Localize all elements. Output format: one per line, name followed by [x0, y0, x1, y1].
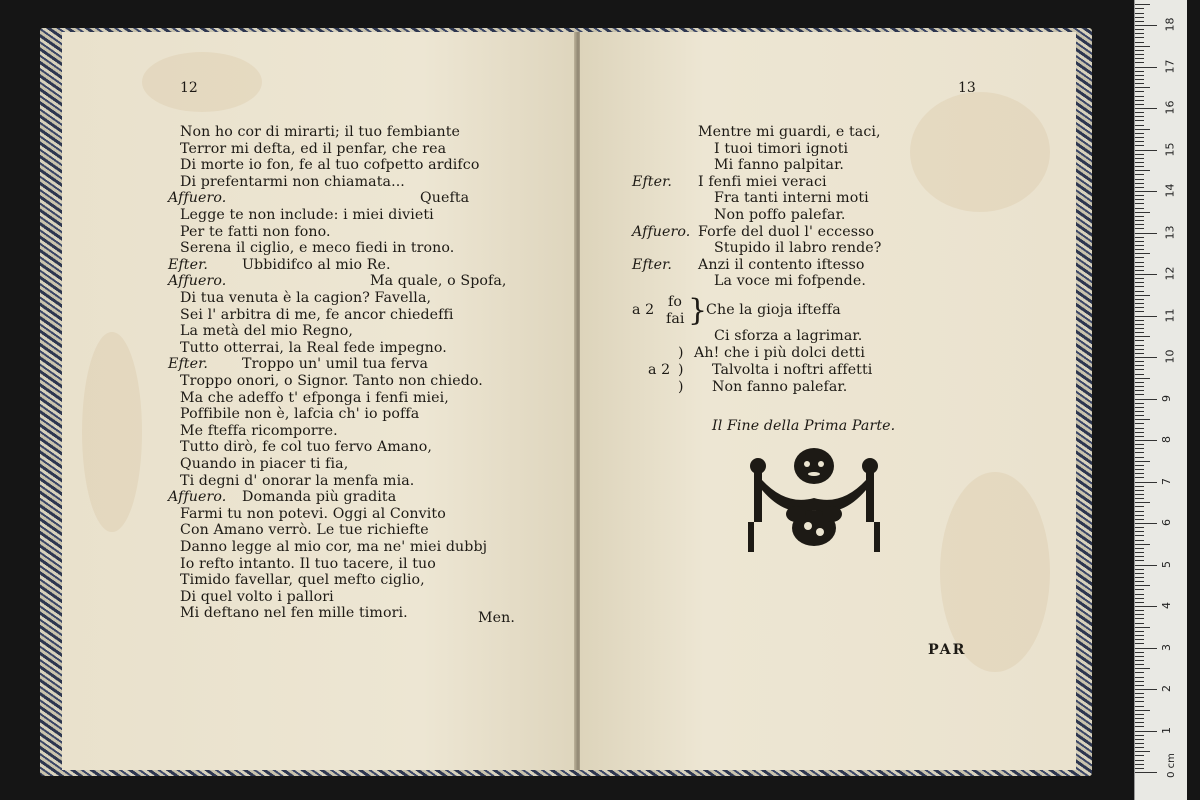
ruler-tick — [1135, 179, 1144, 180]
ruler-number: 6 — [1160, 519, 1173, 526]
ruler-tick — [1135, 552, 1144, 553]
ruler-tick — [1135, 150, 1157, 151]
ruler-tick — [1135, 307, 1144, 308]
ruler-tick — [1135, 33, 1144, 34]
left-page-number: 12 — [180, 80, 198, 96]
ruler-tick — [1135, 743, 1144, 744]
ruler-tick — [1135, 515, 1144, 516]
ruler-tick — [1135, 129, 1150, 130]
ruler-tick — [1135, 419, 1150, 420]
ruler-tick — [1135, 672, 1144, 673]
left-text-line: Non ho cor di mirarti; il tuo fembiante — [180, 124, 461, 140]
ruler-tick — [1135, 668, 1150, 669]
ruler-tick — [1135, 108, 1157, 109]
ruler-tick — [1135, 652, 1144, 653]
ruler-tick — [1135, 577, 1144, 578]
ruler-tick — [1135, 320, 1144, 321]
end-of-part-text: Il Fine della Prima Parte. — [712, 418, 896, 434]
ruler-tick — [1135, 125, 1144, 126]
ruler-tick — [1135, 361, 1144, 362]
ruler-number: 9 — [1160, 394, 1173, 402]
ruler-tick — [1135, 531, 1144, 532]
left-text-line: Quando in piacer ti fia, — [180, 456, 349, 472]
ruler-tick — [1135, 594, 1144, 595]
ruler-tick — [1135, 91, 1144, 92]
left-text-line: Ti degni d' onorar la menfa mia. — [180, 472, 415, 489]
ruler-tick — [1135, 440, 1157, 441]
ruler-tick — [1135, 340, 1144, 341]
left-text-line: Troppo onori, o Signor. Tanto non chiedo. — [180, 373, 483, 389]
ruler-tick — [1135, 116, 1144, 117]
ruler-tick — [1135, 614, 1144, 615]
ruler-tick — [1135, 722, 1144, 723]
ruler-tick — [1135, 96, 1144, 97]
left-catchword: Men. — [478, 610, 515, 626]
ruler-tick — [1135, 353, 1144, 354]
ruler-tick — [1135, 233, 1157, 234]
ruler-tick — [1135, 286, 1144, 287]
ruler-tick — [1135, 556, 1144, 557]
ruler-tick — [1135, 731, 1157, 732]
ruler-tick — [1135, 602, 1144, 603]
left-text-speaker: Efter. — [168, 356, 209, 373]
left-text-line: Danno legge al mio cor, ma ne' miei dubbj — [180, 539, 488, 555]
ruler-tick — [1135, 141, 1144, 142]
ruler-tick — [1135, 523, 1157, 524]
ruler-tick — [1135, 42, 1144, 43]
ruler-tick — [1135, 681, 1144, 682]
right-text-line: I fenfi miei veraci — [698, 173, 827, 190]
ruler-tick — [1135, 170, 1150, 171]
left-text-line: Ubbidifco al mio Re. — [242, 256, 391, 273]
ruler-tick — [1135, 282, 1144, 283]
left-text-line: Serena il ciglio, e meco fiedi in trono. — [180, 240, 455, 257]
ruler-tick — [1135, 760, 1144, 761]
ruler-tick — [1135, 473, 1144, 474]
ruler-tick — [1135, 490, 1144, 491]
ruler-tick — [1135, 390, 1144, 391]
left-text-speaker: Affuero. — [168, 190, 227, 207]
ruler-tick — [1135, 403, 1144, 404]
duet-2-line-1: Ah! che i più dolci detti — [694, 345, 865, 361]
ruler-tick — [1135, 394, 1144, 395]
ruler-tick — [1135, 664, 1144, 665]
right-text-line: Anzi il contento iftesso — [698, 256, 865, 273]
ruler-tick — [1135, 369, 1144, 370]
ruler-tick — [1135, 17, 1144, 18]
ruler-tick — [1135, 618, 1144, 619]
left-text-line: Timido favellar, quel mefto ciglio, — [180, 572, 425, 589]
ruler-tick — [1135, 274, 1157, 275]
ruler-tick — [1135, 548, 1144, 549]
right-text-line: La voce mi fofpende. — [714, 273, 866, 290]
ruler-tick — [1135, 303, 1144, 304]
ruler-tick — [1135, 166, 1144, 167]
ruler-tick — [1135, 399, 1157, 400]
ruler-tick — [1135, 573, 1144, 574]
measurement-ruler — [1134, 0, 1187, 800]
left-page — [62, 32, 578, 770]
ruler-tick — [1135, 295, 1150, 296]
left-text-line: Tutto otterrai, la Real fede impegno. — [180, 339, 447, 356]
ruler-tick — [1135, 253, 1150, 254]
right-text-speaker: Efter. — [632, 173, 673, 190]
ruler-tick — [1135, 336, 1150, 337]
left-text-line: Farmi tu non potevi. Oggi al Convito — [180, 505, 446, 522]
ruler-tick — [1135, 8, 1144, 9]
ruler-tick — [1135, 58, 1144, 59]
ruler-tick — [1135, 589, 1144, 590]
right-text-line: Non poffo palefar. — [714, 207, 846, 223]
duet-1-brace: } — [688, 293, 708, 328]
ruler-tick — [1135, 208, 1144, 209]
ruler-tick — [1135, 755, 1144, 756]
ruler-tick — [1135, 291, 1144, 292]
ruler-tick — [1135, 448, 1144, 449]
ruler-tick — [1135, 324, 1144, 325]
ruler-number: 8 — [1160, 436, 1173, 443]
right-text-line: I tuoi timori ignoti — [714, 140, 849, 157]
ruler-tick — [1135, 511, 1144, 512]
ruler-tick — [1135, 477, 1144, 478]
right-text-line: Forfe del duol l' eccesso — [698, 223, 875, 240]
right-page — [580, 32, 1076, 770]
ruler-tick — [1135, 299, 1144, 300]
ruler-tick — [1135, 714, 1144, 715]
ruler-tick — [1135, 432, 1144, 433]
ruler-tick — [1135, 411, 1144, 412]
ruler-tick — [1135, 444, 1144, 445]
ruler-tick — [1135, 328, 1144, 329]
ruler-tick — [1135, 162, 1144, 163]
duet-1-text: Che la gioja ifteffa — [706, 302, 841, 318]
left-text-line: Poffibile non è, lafcia ch' io poffa — [180, 406, 420, 423]
ruler-number: 2 — [1160, 685, 1173, 692]
right-text-speaker: Efter. — [632, 256, 673, 273]
left-text-line: Per te fatti non fono. — [180, 223, 331, 240]
ruler-tick — [1135, 544, 1150, 545]
left-text-speaker: Affuero. — [168, 489, 227, 506]
ruler-tick — [1135, 71, 1144, 72]
ruler-number: 17 — [1163, 59, 1177, 73]
left-text-line: Ma che adeffo t' efponga i fenfi miei, — [180, 389, 449, 406]
ruler-tick — [1135, 436, 1144, 437]
ruler-tick — [1135, 54, 1144, 55]
ruler-tick — [1135, 158, 1144, 159]
ruler-tick — [1135, 540, 1144, 541]
ruler-number: 12 — [1163, 266, 1177, 281]
ruler-tick — [1135, 697, 1144, 698]
ruler-tick — [1135, 62, 1144, 63]
duet-1-voice-1: fo — [668, 294, 682, 310]
right-text-line: Stupido il labro rende? — [714, 240, 882, 257]
ruler-tick — [1135, 751, 1150, 752]
ruler-number: 10 — [1163, 349, 1177, 364]
ruler-tick — [1135, 183, 1144, 184]
left-text-line: Quefta — [420, 190, 470, 207]
ruler-number: 7 — [1160, 477, 1173, 485]
ruler-tick — [1135, 212, 1150, 213]
ruler-tick — [1135, 631, 1144, 632]
ruler-tick — [1135, 606, 1157, 607]
ruler-tick — [1135, 374, 1144, 375]
ruler-tick — [1135, 764, 1144, 765]
ruler-tick — [1135, 382, 1144, 383]
ruler-tick — [1135, 220, 1144, 221]
ruler-number: 16 — [1163, 100, 1177, 115]
left-text-line: Ma quale, o Spofa, — [370, 273, 507, 290]
ruler-tick — [1135, 627, 1150, 628]
ruler-tick — [1135, 145, 1144, 146]
ruler-number: 3 — [1160, 643, 1173, 651]
woodcut-ornament — [746, 446, 882, 554]
ruler-tick — [1135, 13, 1144, 14]
ruler-tick — [1135, 46, 1150, 47]
ruler-tick — [1135, 270, 1144, 271]
right-text-line: Mi fanno palpitar. — [714, 157, 844, 174]
left-text-line: Me fteffa ricomporre. — [180, 422, 338, 439]
duet-2-brace-2: ) — [678, 362, 684, 378]
ruler-tick — [1135, 67, 1157, 68]
ruler-tick — [1135, 565, 1157, 566]
ruler-tick — [1135, 378, 1150, 379]
ruler-tick — [1135, 216, 1144, 217]
ruler-tick — [1135, 37, 1144, 38]
ruler-number: 14 — [1163, 183, 1177, 198]
ruler-tick — [1135, 266, 1144, 267]
ruler-tick — [1135, 710, 1150, 711]
ruler-tick — [1135, 245, 1144, 246]
right-catchword: PAR — [928, 642, 967, 658]
ruler-tick — [1135, 415, 1144, 416]
ruler-tick — [1135, 772, 1157, 773]
ruler-tick — [1135, 428, 1144, 429]
duet-2-brace-3: ) — [678, 379, 684, 395]
ruler-tick — [1135, 560, 1144, 561]
ruler-tick — [1135, 656, 1144, 657]
duet-2-line-2: Talvolta i noftri affetti — [712, 362, 873, 378]
ruler-tick — [1135, 685, 1144, 686]
left-text-line: Di prefentarmi non chiamata... — [180, 173, 405, 190]
ruler-tick — [1135, 735, 1144, 736]
ruler-tick — [1135, 311, 1144, 312]
left-text-line: Di morte io fon, fe al tuo cofpetto ardifco — [180, 157, 480, 174]
ruler-tick — [1135, 726, 1144, 727]
ruler-tick — [1135, 249, 1144, 250]
ruler-tick — [1135, 191, 1157, 192]
ruler-tick — [1135, 21, 1144, 22]
ruler-tick — [1135, 386, 1144, 387]
ruler-number: 1 — [1160, 726, 1173, 734]
ruler-tick — [1135, 195, 1144, 196]
left-text-speaker: Affuero. — [168, 273, 227, 290]
ruler-tick — [1135, 739, 1144, 740]
ruler-tick — [1135, 79, 1144, 80]
ruler-tick — [1135, 610, 1144, 611]
ruler-tick — [1135, 701, 1144, 702]
ruler-tick — [1135, 262, 1144, 263]
ruler-tick — [1135, 357, 1157, 358]
ruler-tick — [1135, 50, 1144, 51]
ruler-tick — [1135, 498, 1144, 499]
ruler-tick — [1135, 469, 1144, 470]
duet-1-voice-2: fai — [666, 311, 685, 327]
ruler-tick — [1135, 407, 1144, 408]
right-text-line: Fra tanti interni moti — [714, 190, 869, 207]
left-text-line: Di tua venuta è la cagion? Favella, — [180, 290, 432, 306]
ruler-number: 4 — [1160, 602, 1173, 609]
ruler-tick — [1135, 104, 1144, 105]
ruler-tick — [1135, 332, 1144, 333]
ruler-number: 5 — [1160, 560, 1173, 568]
left-text-line: Mi deftano nel fen mille timori. — [180, 605, 408, 622]
ruler-tick — [1135, 457, 1144, 458]
ruler-tick — [1135, 635, 1144, 636]
ruler-tick — [1135, 768, 1144, 769]
duet-2-marker: a 2 — [648, 362, 671, 378]
ruler-tick — [1135, 237, 1144, 238]
ruler-tick — [1135, 581, 1144, 582]
ruler-tick — [1135, 203, 1144, 204]
ruler-tick — [1135, 689, 1157, 690]
ruler-tick — [1135, 747, 1144, 748]
left-text-line: Tutto dirò, fe col tuo fervo Amano, — [180, 439, 432, 456]
duet-1-marker: a 2 — [632, 302, 655, 318]
left-text-speaker: Efter. — [168, 256, 209, 273]
after-duet-line: Ci sforza a lagrimar. — [714, 328, 863, 344]
ruler-tick — [1135, 87, 1150, 88]
ruler-tick — [1135, 257, 1144, 258]
ruler-tick — [1135, 569, 1144, 570]
ruler-tick — [1135, 660, 1144, 661]
ruler-tick — [1135, 154, 1144, 155]
ruler-tick — [1135, 623, 1144, 624]
left-text-line: Terror mi defta, ed il penfar, che rea — [180, 140, 447, 157]
ruler-tick — [1135, 585, 1150, 586]
left-text-line: La metà del mio Regno, — [180, 323, 354, 340]
ruler-tick — [1135, 693, 1144, 694]
ruler-tick — [1135, 706, 1144, 707]
ruler-tick — [1135, 519, 1144, 520]
ruler-tick — [1135, 83, 1144, 84]
ruler-number: 15 — [1163, 142, 1177, 156]
ruler-tick — [1135, 598, 1144, 599]
left-text-line: Legge te non include: i miei divieti — [180, 207, 434, 223]
left-text-line: Di quel volto i pallori — [180, 588, 334, 605]
ruler-unit-label: 0 cm — [1165, 753, 1177, 778]
ruler-tick — [1135, 718, 1144, 719]
ruler-tick — [1135, 349, 1144, 350]
ruler-tick — [1135, 461, 1150, 462]
left-text-line: Troppo un' umil tua ferva — [242, 356, 429, 373]
right-text-line: Mentre mi guardi, e taci, — [698, 124, 881, 140]
ruler-tick — [1135, 112, 1144, 113]
ruler-tick — [1135, 482, 1157, 483]
ruler-tick — [1135, 486, 1144, 487]
ruler-tick — [1135, 187, 1144, 188]
ruler-tick — [1135, 241, 1144, 242]
ruler-tick — [1135, 502, 1150, 503]
ruler-tick — [1135, 100, 1144, 101]
right-text-speaker: Affuero. — [632, 223, 691, 240]
ruler-tick — [1135, 643, 1144, 644]
ruler-tick — [1135, 452, 1144, 453]
ruler-tick — [1135, 29, 1144, 30]
ruler-tick — [1135, 137, 1144, 138]
right-page-number: 13 — [958, 80, 976, 96]
left-text-line: Sei l' arbitra di me, fe ancor chiedeffi — [180, 306, 454, 323]
ruler-tick — [1135, 465, 1144, 466]
left-text-line: Domanda più gradita — [242, 489, 397, 506]
ruler-tick — [1135, 228, 1144, 229]
ruler-tick — [1135, 75, 1144, 76]
ruler-tick — [1135, 316, 1157, 317]
ruler-number: 11 — [1163, 308, 1177, 322]
ruler-tick — [1135, 648, 1157, 649]
ruler-tick — [1135, 278, 1144, 279]
ruler-number: 13 — [1163, 225, 1177, 239]
ruler-tick — [1135, 224, 1144, 225]
ruler-tick — [1135, 4, 1150, 5]
ruler-tick — [1135, 174, 1144, 175]
duet-2-line-3: Non fanno palefar. — [712, 379, 848, 395]
ruler-tick — [1135, 345, 1144, 346]
ruler-tick — [1135, 120, 1144, 121]
ruler-tick — [1135, 494, 1144, 495]
ruler-tick — [1135, 535, 1144, 536]
duet-2-brace-1: ) — [678, 345, 684, 361]
ruler-tick — [1135, 639, 1144, 640]
ruler-tick — [1135, 423, 1144, 424]
ruler-tick — [1135, 199, 1144, 200]
ruler-tick — [1135, 677, 1144, 678]
ruler-number: 18 — [1163, 17, 1177, 32]
left-text-line: Io refto intanto. Il tuo tacere, il tuo — [180, 555, 436, 572]
ruler-tick — [1135, 506, 1144, 507]
ruler-tick — [1135, 527, 1144, 528]
ruler-tick — [1135, 133, 1144, 134]
ruler-tick — [1135, 25, 1157, 26]
ruler-tick — [1135, 365, 1144, 366]
left-text-line: Con Amano verrò. Le tue richiefte — [180, 522, 429, 539]
